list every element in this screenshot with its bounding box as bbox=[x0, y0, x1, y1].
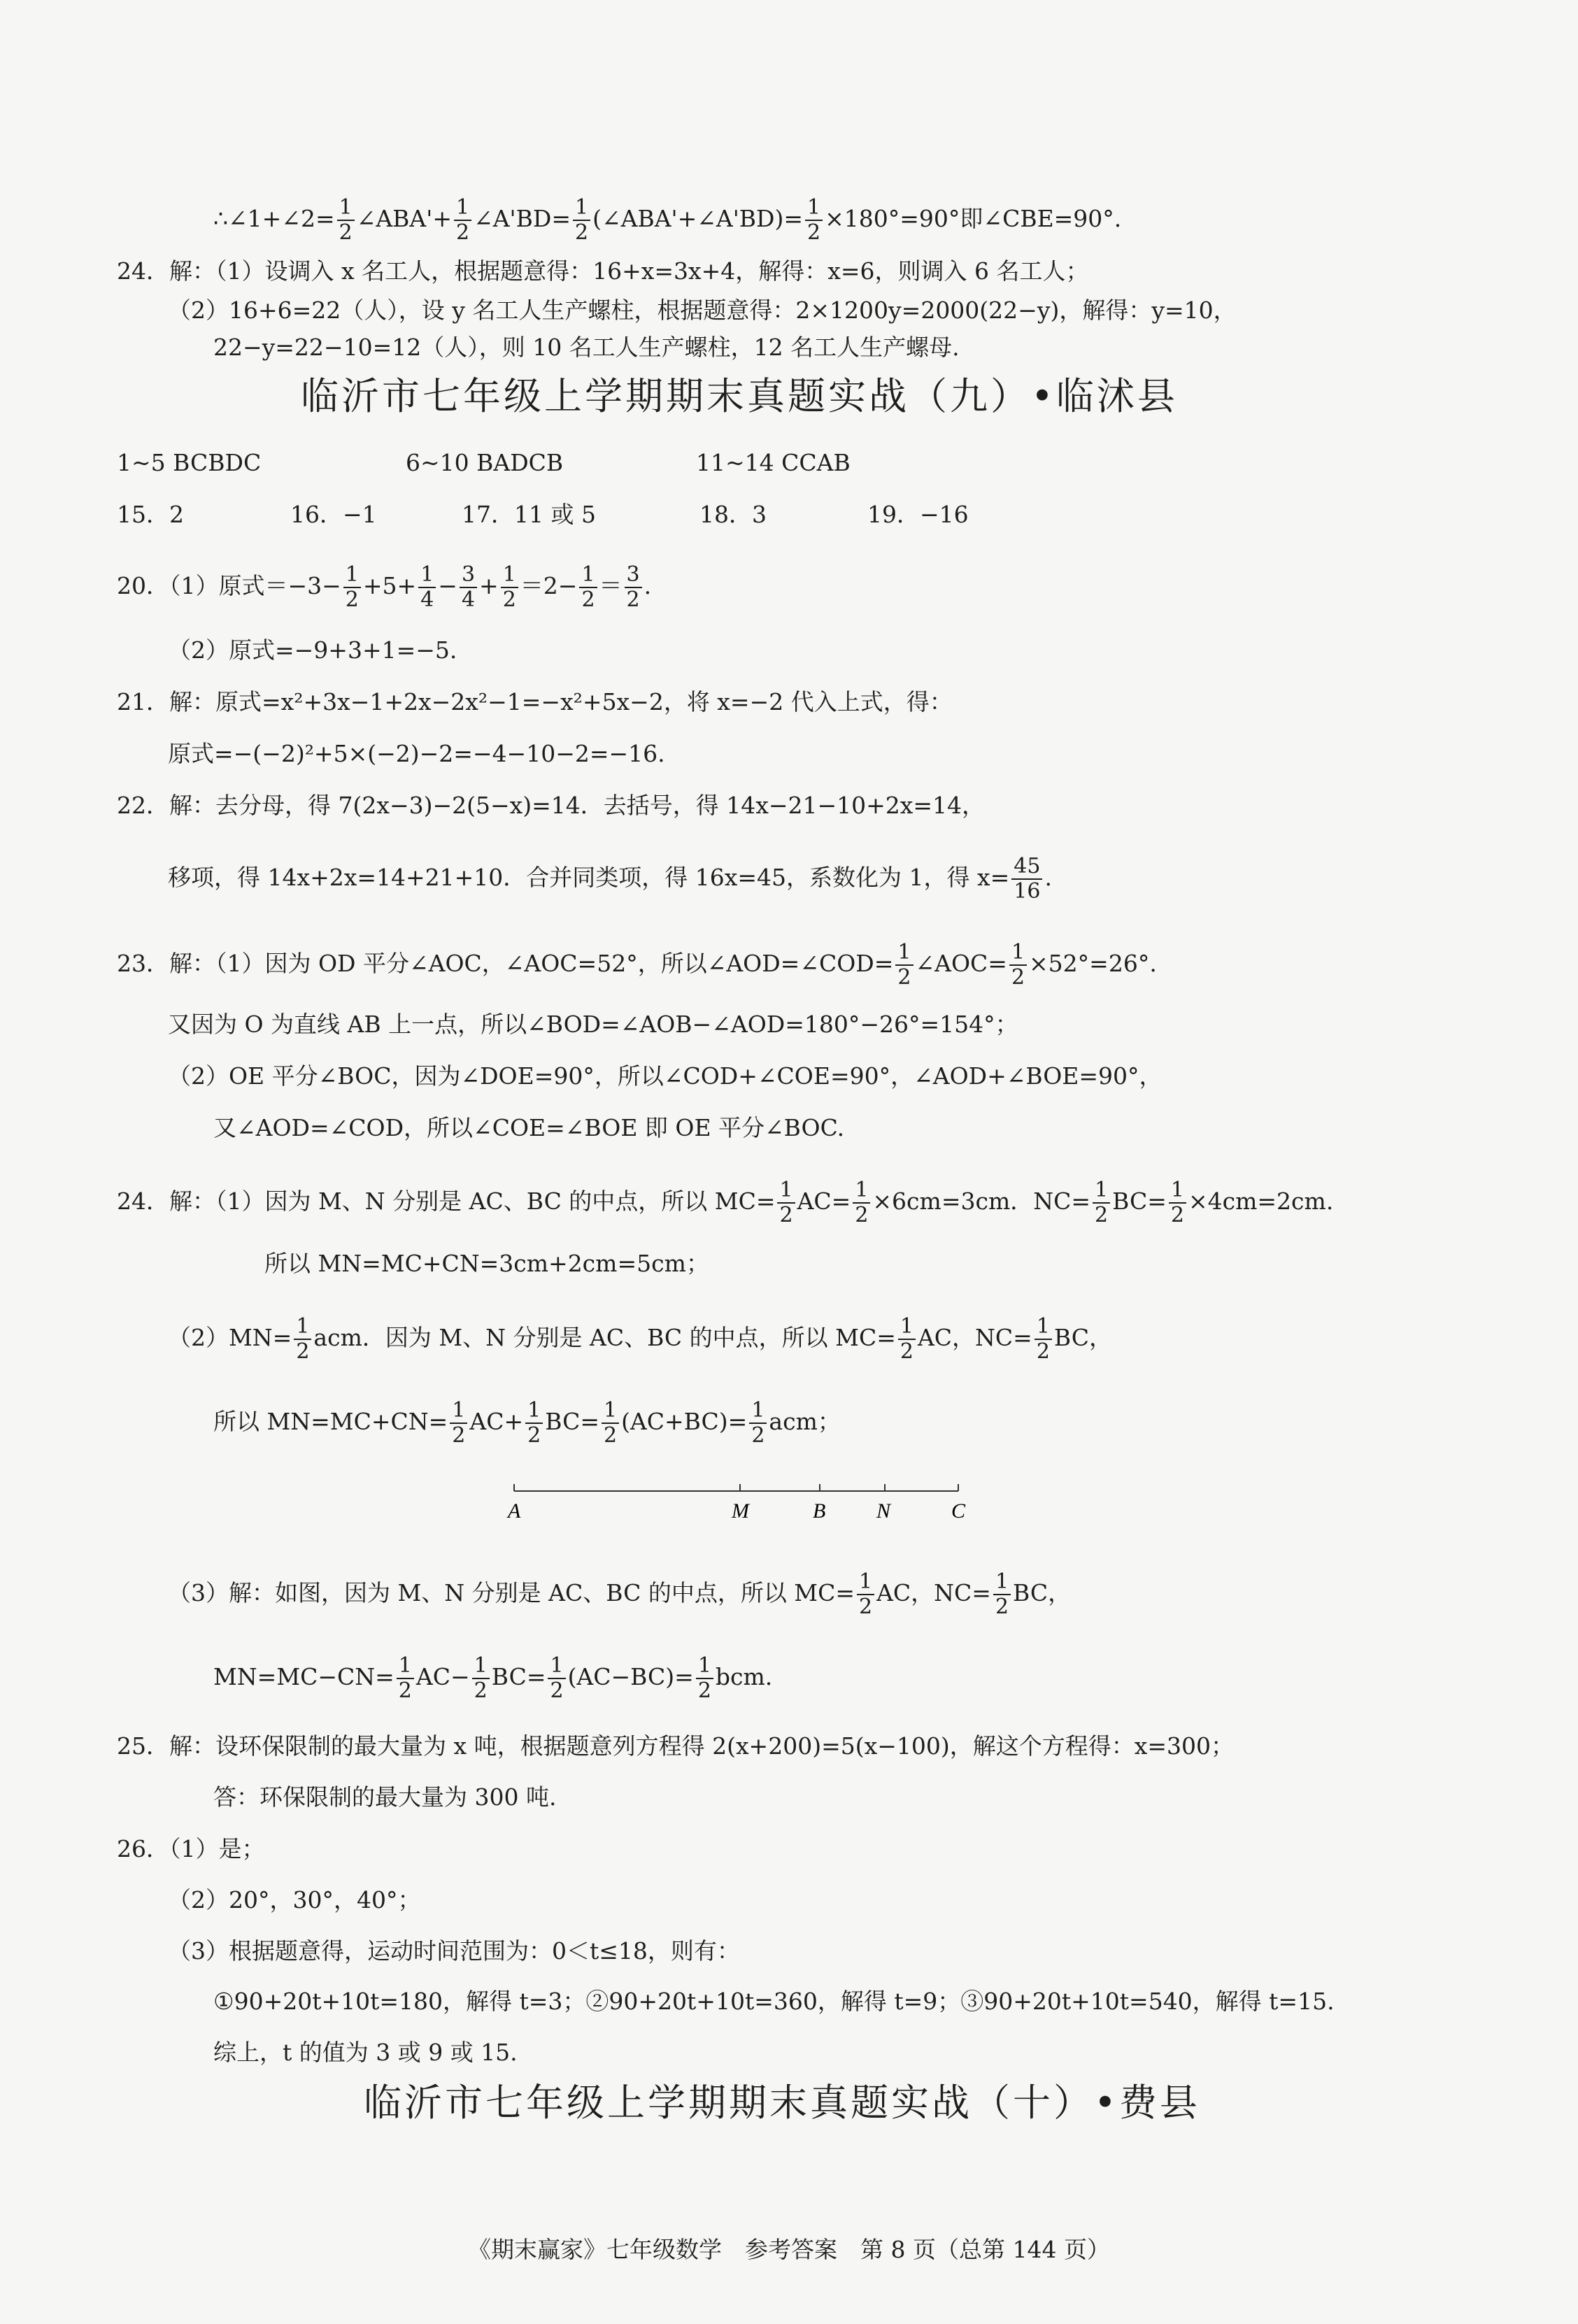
fraction: $\frac{1}{2}$ bbox=[525, 1399, 543, 1448]
fill-answer-15: 15．2 bbox=[117, 501, 184, 528]
fraction: $\frac{1}{2}$ bbox=[895, 941, 913, 990]
answer-26-line5: 综上，t 的值为 3 或 9 或 15. bbox=[213, 2039, 518, 2066]
answer-25-line2: 答：环保限制的最大量为 300 吨. bbox=[213, 1783, 557, 1811]
fill-answer-17: 17．11 或 5 bbox=[462, 501, 596, 528]
answer-26-line2: （2）20°，30°，40°； bbox=[168, 1886, 421, 1913]
fraction: $\frac{1}{2}$ bbox=[857, 1570, 874, 1619]
fraction: $\frac{1}{4}$ bbox=[418, 563, 436, 612]
fraction: $\frac{1}{2}$ bbox=[501, 563, 518, 612]
fraction: $\frac{1}{2}$ bbox=[777, 1178, 795, 1227]
answer-23-conclusion: ∴∠1+∠2= $\frac{1}{2}$ ∠ABA'+ $\frac{1}{2}$ ∠A'BD= $\frac{1}{2}$ (∠ABA'+∠A'BD)= $\frac{1}{2}$ ×180°=90°即∠CBE=90°. bbox=[213, 195, 1122, 245]
answer-24-line3: 22−y=22−10=12（人），则 10 名工人生产螺柱，12 名工人生产螺母. bbox=[213, 334, 960, 361]
fraction: $\frac{1}{2}$ bbox=[1169, 1178, 1186, 1227]
fraction: $\frac{1}{2}$ bbox=[454, 196, 471, 245]
fraction: $\frac{1}{2}$ bbox=[749, 1399, 767, 1448]
fraction: $\frac{1}{2}$ bbox=[1035, 1315, 1052, 1364]
answer-26-line3: （3）根据题意得，运动时间范围为：0＜t≤18，则有： bbox=[168, 1937, 740, 1965]
fraction: $\frac{1}{2}$ bbox=[696, 1654, 713, 1703]
fraction: $\frac{1}{2}$ bbox=[579, 563, 597, 612]
mc-answers-2: 6~10 BADCB bbox=[406, 449, 564, 476]
answer-26-line1: 26．（1）是； bbox=[117, 1835, 265, 1862]
fraction: $\frac{3}{2}$ bbox=[625, 563, 642, 612]
fraction: $\frac{1}{2}$ bbox=[1009, 941, 1027, 990]
fill-answer-18: 18．3 bbox=[699, 501, 767, 528]
fraction: $\frac{1}{2}$ bbox=[993, 1570, 1011, 1619]
mc-answers-1: 1~5 BCBDC bbox=[117, 449, 262, 476]
segment-diagram bbox=[490, 1469, 979, 1525]
answer-24-part2-line1: （2）MN= $\frac{1}{2}$ acm．因为 M、N 分别是 AC、BC 的中点，所以 MC= $\frac{1}{2}$ AC，NC= $\frac{1}{2}$ BC， bbox=[168, 1314, 1113, 1364]
page-footer: 《期末赢家》七年级数学 参考答案 第 8 页（总第 144 页） bbox=[468, 2236, 1110, 2263]
fraction: $\frac{1}{2}$ bbox=[1093, 1178, 1110, 1227]
fraction: $\frac{45}{16}$ bbox=[1011, 855, 1042, 904]
point-label-c: C bbox=[951, 1499, 966, 1523]
answer-25-line1: 25．解：设环保限制的最大量为 x 吨，根据题意列方程得 2(x+200)=5(x−100)，解这个方程得：x=300； bbox=[117, 1732, 1234, 1760]
fraction: $\frac{1}{2}$ bbox=[343, 563, 361, 612]
answer-23-line3: （2）OE 平分∠BOC，因为∠DOE=90°，所以∠COD+∠COE=90°，∠AOD+∠BOE=90°， bbox=[168, 1062, 1163, 1090]
answer-26-line4: ①90+20t+10t=180，解得 t=3；②90+20t+10t=360，解得 t=9；③90+20t+10t=540，解得 t=15. bbox=[213, 1988, 1335, 2015]
fraction: $\frac{1}{2}$ bbox=[805, 196, 823, 245]
answer-24-part3-line2: MN=MC−CN= $\frac{1}{2}$ AC− $\frac{1}{2}$ BC= $\frac{1}{2}$ (AC−BC)= $\frac{1}{2}$ bcm. bbox=[213, 1653, 773, 1703]
answer-22-line1: 22．解：去分母，得 7(2x−3)−2(5−x)=14．去括号，得 14x−21−10+2x=14， bbox=[117, 792, 986, 819]
fraction: $\frac{1}{2}$ bbox=[337, 196, 355, 245]
point-label-n: N bbox=[876, 1499, 891, 1523]
point-label-m: M bbox=[732, 1499, 749, 1523]
fraction: $\frac{1}{2}$ bbox=[853, 1178, 870, 1227]
fraction: $\frac{1}{2}$ bbox=[602, 1399, 619, 1448]
answer-20-part2: （2）原式=−9+3+1=−5. bbox=[168, 636, 457, 664]
fill-answer-19: 19．−16 bbox=[867, 501, 969, 528]
fraction: $\frac{1}{2}$ bbox=[548, 1654, 565, 1703]
answer-24-line1: 24．解：（1）设调入 x 名工人，根据题意得：16+x=3x+4，解得：x=6，则调入 6 名工人； bbox=[117, 257, 1089, 285]
fraction: $\frac{1}{2}$ bbox=[294, 1315, 311, 1364]
answer-24-part3-line1: （3）解：如图，因为 M、N 分别是 AC、BC 的中点，所以 MC= $\frac{1}{2}$ AC，NC= $\frac{1}{2}$ BC， bbox=[168, 1569, 1072, 1619]
answer-21-line1: 21．解：原式=x²+3x−1+2x−2x²−1=−x²+5x−2，将 x=−2 代入上式，得： bbox=[117, 688, 953, 715]
answer-24-part2-line2: 所以 MN=MC+CN= $\frac{1}{2}$ AC+ $\frac{1}{2}$ BC= $\frac{1}{2}$ (AC+BC)= $\frac{1}{2}$ acm； bbox=[213, 1398, 841, 1448]
fraction: $\frac{1}{2}$ bbox=[397, 1654, 414, 1703]
fraction: $\frac{1}{2}$ bbox=[573, 196, 590, 245]
fraction: $\frac{1}{2}$ bbox=[472, 1654, 490, 1703]
fraction: $\frac{1}{2}$ bbox=[450, 1399, 467, 1448]
answer-23-line2: 又因为 O 为直线 AB 上一点，所以∠BOD=∠AOB−∠AOD=180°−26°=154°； bbox=[168, 1011, 1018, 1038]
fill-answer-16: 16．−1 bbox=[290, 501, 377, 528]
point-label-b: B bbox=[813, 1499, 826, 1523]
answer-20-part1: 20．（1）原式＝−3− $\frac{1}{2}$ +5+ $\frac{1}{4}$ − $\frac{3}{4}$ + $\frac{1}{2}$ ＝2− $\frac{1}{2}$ ＝ $\frac{3}{2}$ . bbox=[117, 562, 652, 612]
answer-23-line1: 23．解：（1）因为 OD 平分∠AOC，∠AOC=52°，所以∠AOD=∠COD= $\frac{1}{2}$ ∠AOC= $\frac{1}{2}$ ×52°=26°. bbox=[117, 940, 1157, 990]
section-title-9: 临沂市七年级上学期期末真题实战（九）•临沭县 bbox=[301, 374, 1178, 418]
answer-24-line2: （2）16+6=22（人），设 y 名工人生产螺柱，根据题意得：2×1200y=2000(22−y)，解得：y=10， bbox=[168, 297, 1237, 324]
answer-23-line4: 又∠AOD=∠COD，所以∠COE=∠BOE 即 OE 平分∠BOC. bbox=[213, 1114, 845, 1141]
fraction: $\frac{3}{4}$ bbox=[460, 563, 477, 612]
fraction: $\frac{1}{2}$ bbox=[898, 1315, 916, 1364]
answer-24-part1: 24．解：（1）因为 M、N 分别是 AC、BC 的中点，所以 MC= $\frac{1}{2}$ AC= $\frac{1}{2}$ ×6cm=3cm．NC= $\frac{1}{2}$ BC= $\frac{1}{2}$ ×4cm=2cm. bbox=[117, 1178, 1334, 1227]
point-label-a: A bbox=[508, 1499, 521, 1523]
section-title-10: 临沂市七年级上学期期末真题实战（十）•费县 bbox=[364, 2081, 1200, 2125]
answer-24-part1-result: 所以 MN=MC+CN=3cm+2cm=5cm； bbox=[264, 1250, 709, 1277]
mc-answers-3: 11~14 CCAB bbox=[696, 449, 851, 476]
answer-22-line2: 移项，得 14x+2x=14+21+10．合并同类项，得 16x=45，系数化为 1，得 x= $\frac{45}{16}$ . bbox=[168, 854, 1052, 904]
answer-21-line2: 原式=−(−2)²+5×(−2)−2=−4−10−2=−16. bbox=[168, 740, 665, 767]
